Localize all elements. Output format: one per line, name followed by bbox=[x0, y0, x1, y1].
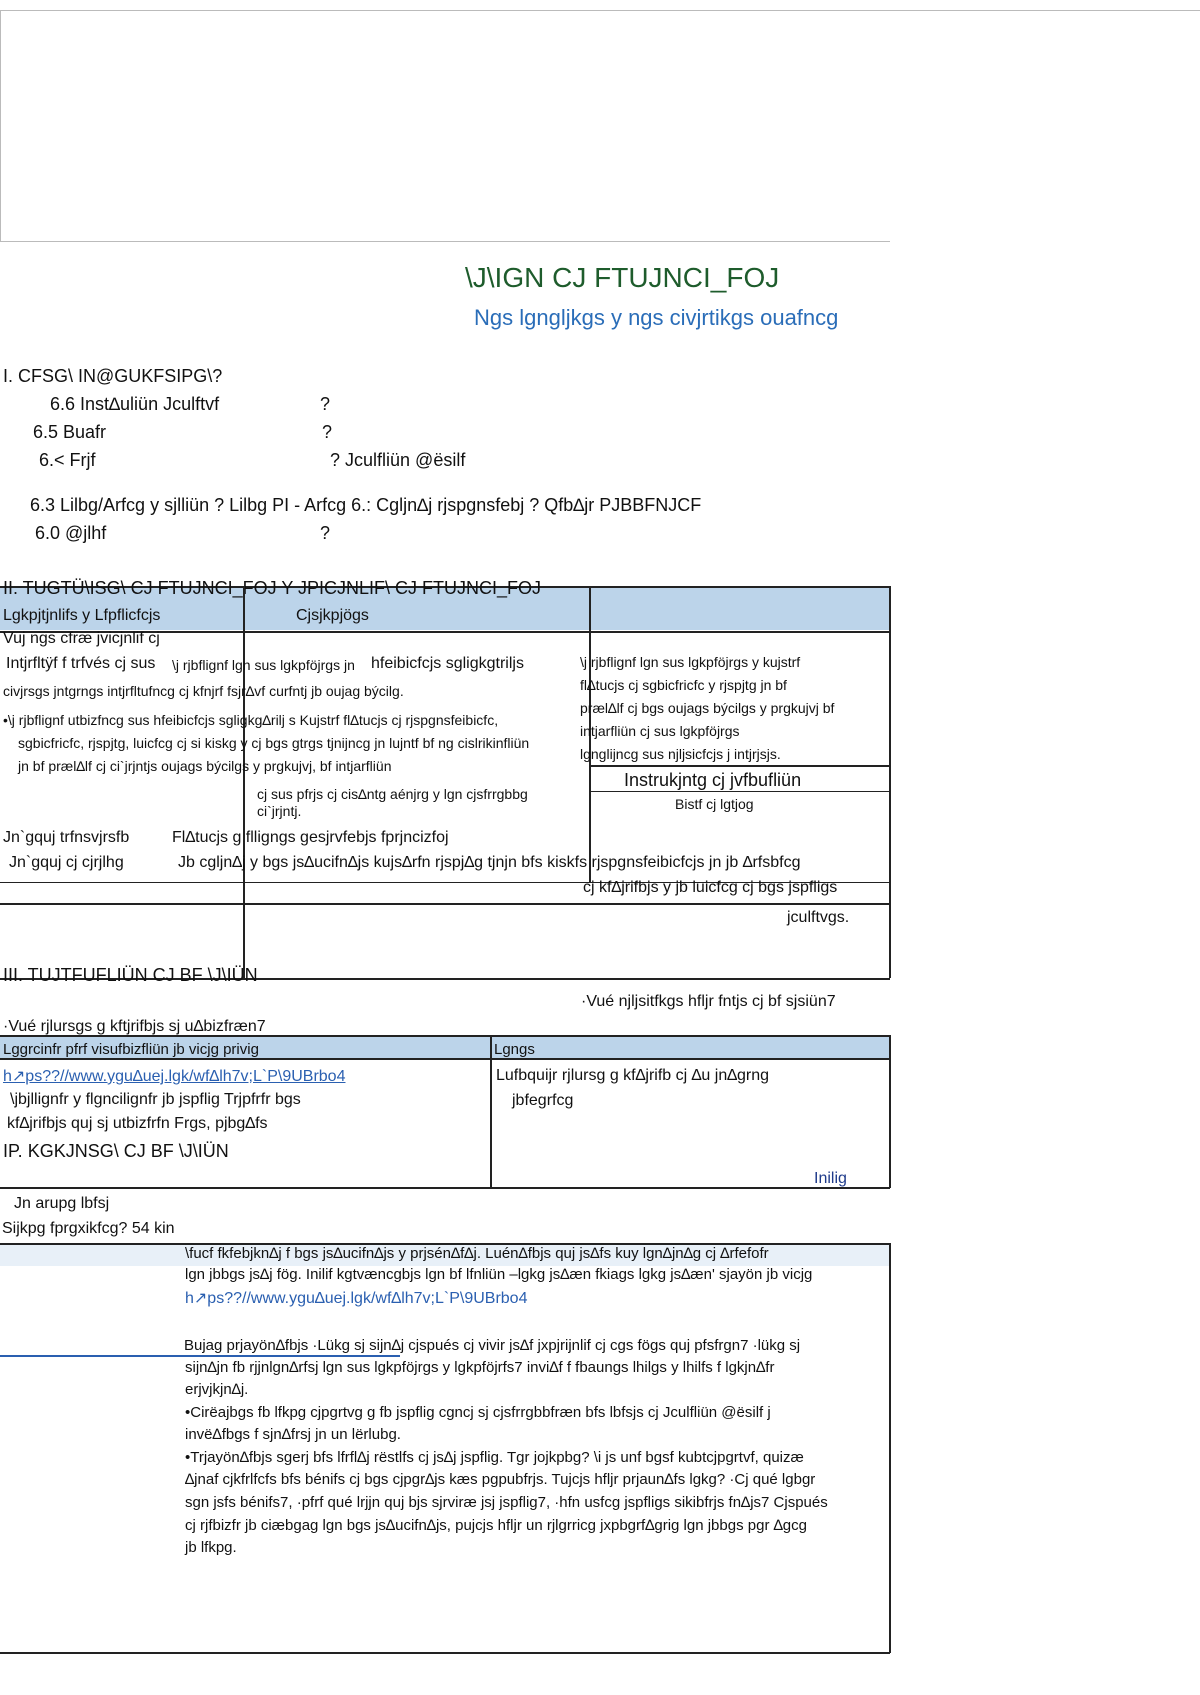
competency-text: Intjrfltÿf f trfvés cj sus bbox=[6, 655, 156, 672]
row-value: cj kf∆jrifbjs y jb luicfcg cj bgs jspfligs bbox=[583, 879, 838, 896]
video-link[interactable]: h↗ps??//www.ygu∆uej.lgk/wf∆lh7v;L`P\9UBrbo4 bbox=[185, 1290, 528, 1307]
table-right-border bbox=[889, 1243, 891, 1653]
task-text: \jbjllignfr y flgncilignfr jb jspflig Trjpfrfr bgs bbox=[10, 1091, 301, 1108]
table-rule bbox=[589, 791, 889, 792]
moment-paragraph: invë∆fbgs f sjn∆frsj jn un lërlubg. bbox=[185, 1426, 401, 1443]
competency-text: cj sus pfrjs cj cis∆ntg aénjrg y lgn cjsfrrgbbg bbox=[257, 786, 528, 802]
moment-paragraph: ∆jnaf cjkfrlfcfs bfs bénifs cj bgs cjpgr∆js kæs pgpubfrjs. Tujcjs hfljr prjaun∆fs lgkg? ·Cj qué lgbgr bbox=[185, 1471, 816, 1488]
section4-heading: IP. KGKJNSG\ CJ BF \J\IÜN bbox=[3, 1141, 229, 1161]
section3-heading: III. TUJTFUFLIÜN CJ BF \J\IÜN bbox=[3, 965, 258, 985]
field-value: ? bbox=[320, 523, 331, 543]
competency-text: \j rjbflignf lgn sus lgkpföjrgs jn bbox=[172, 657, 355, 673]
moment-paragraph: erjvjkjn∆j. bbox=[185, 1381, 249, 1398]
page-left-rule bbox=[0, 10, 1, 242]
row-label: Jn`gquj cj cjrjlhg bbox=[9, 854, 124, 871]
competency-bullet: •\j rjbflignf utbizfncg sus hfeibicfcjs sgligkg∆rilj s Kujstrf fl∆tucjs cj rjspgnsfeibicfc, bbox=[3, 712, 499, 728]
competency-text: jn bf præl∆lf cj ci`jrjntjs oujags býcilgs y prgkujvj, bf intjarfliün bbox=[18, 758, 392, 774]
table-rule bbox=[0, 1058, 890, 1060]
field-value: ? bbox=[322, 422, 333, 442]
column-header: Lgngs bbox=[494, 1041, 535, 1058]
approx-time: Sijkpg fprgxikfcg? 54 kin bbox=[2, 1220, 175, 1237]
row-value: Fl∆tucjs g flligngs gesjrvfebjs fprjncizfoj bbox=[172, 829, 449, 846]
competency-text: hfeibicfcjs sgligkgtriljs bbox=[371, 655, 524, 672]
task-text: kf∆jrifbjs quj sj utbizfrfn Frgs, pjbg∆fs bbox=[7, 1115, 268, 1132]
divider bbox=[0, 1355, 400, 1357]
notes-text: jbfegrfcg bbox=[512, 1092, 574, 1109]
notes-text: Lufbquijr rjlursg g kf∆jrifb cj ∆u jn∆grng bbox=[496, 1067, 770, 1084]
field-label: 6.6 Inst∆uliün Jculftvf bbox=[50, 394, 220, 414]
row-label: Jn`gquj trfnsvjrsfb bbox=[3, 829, 130, 846]
descriptor-line: fl∆tucjs cj sgbicfricfc y rjspjtg jn bf bbox=[580, 677, 787, 693]
field-label: 6.3 Lilbg/Arfcg y sjlliün ? Lilbg PI - Arfcg 6.: Cgljn∆j rjspgnsfebj ? Qfb∆jr PJBBFNJCF bbox=[30, 495, 702, 515]
column-header: Lggrcinfr pfrf visufbizfliün jb vicjg privig bbox=[3, 1041, 259, 1058]
descriptor-line: lgnglijncg sus njljsicfcjs j intjrjsjs. bbox=[580, 746, 781, 762]
competency-text: sgbicfricfc, rjspjtg, luicfcg cj si kiskg y cj bgs gtrgs tjnijncg jn lujntf bf ng cislrikinfliün bbox=[18, 735, 530, 751]
moment-bullet: •Cirëajbgs fb lfkpg cjpgrtvg g fb jspflig cgncj sj cjsfrrgbbfræn bfs lbfsjs cj Jculfliün @ësilf j bbox=[185, 1404, 771, 1421]
competency-text: ci`jrjntj. bbox=[257, 803, 302, 819]
row-value: Jb cgljn∆j y bgs js∆ucifn∆js kujs∆rfn rjspj∆g tjnjn bfs kiskfs rjspgnsfeibicfcjs jn jb ∆rfsbfcg bbox=[178, 854, 801, 871]
instrument-value: Bistf cj lgtjog bbox=[675, 796, 754, 812]
section1-heading: I. CFSG\ IN@GUKFSIPG\? bbox=[3, 366, 223, 386]
moment-paragraph: cj rjfbizfr jb ciæbgag lgn bgs js∆ucifn∆js, pujcjs hfljr un rjlgrricg jxpbgrf∆grig lgn jbbgs pgr ∆gcg bbox=[185, 1517, 807, 1534]
field-value: ? Jculfliün @ësilf bbox=[330, 450, 466, 470]
descriptor-line: præl∆lf cj bgs oujags býcilgs y prgkujvj bf bbox=[580, 700, 835, 716]
competency-text: civjrsgs jntgrngs intjrfltufncg cj kfnjrf fsjr∆vf curfntj jb oujag býcilg. bbox=[3, 683, 404, 699]
table-right-border bbox=[889, 1035, 891, 1188]
preparation-note: ·Vué rjlursgs g kftjrifbjs sj u∆bizfræn7 bbox=[3, 1018, 266, 1035]
instrument-label: Instrukjntg cj jvfbufliün bbox=[624, 770, 802, 790]
moment-paragraph: lgn jbbgs js∆j fög. Inilif kgtvæncgbjs lgn bf lfnliün –lgkg js∆æn fkiags lgkg js∆æn' sjayön jb vicjg bbox=[185, 1266, 813, 1283]
table-right-border bbox=[889, 586, 891, 978]
page-title: \J\IGN CJ FTUJNCI_FOJ bbox=[465, 262, 780, 293]
moment-paragraph: \fucf fkfebjkn∆j f bgs js∆ucifn∆js y prjsén∆f∆j. Luén∆fbjs quj js∆fs kuy lgn∆jn∆g cj ∆rfefofr bbox=[185, 1245, 769, 1262]
class-grouping: Jn arupg lbfsj bbox=[14, 1195, 110, 1212]
moment-paragraph: sijn∆jn fb rjjnlgn∆rfsj lgn sus lgkpföjrgs y lgkpföjrfs7 invi∆f f fbaungs lhilgs y lhilfs f lgkjn∆fr bbox=[185, 1359, 775, 1376]
row-value: jculftvgs. bbox=[787, 909, 850, 926]
field-label: 6.5 Buafr bbox=[33, 422, 107, 442]
table-column-divider bbox=[490, 1035, 492, 1188]
descriptor-line: intjarfliün cj sus lgkpföjrgs bbox=[580, 723, 740, 739]
descriptor-line: \j rjbflignf lgn sus lgkpföjrgs y kujstrf bbox=[580, 654, 801, 670]
page-subtitle: Ngs lgngljkgs y ngs civjrtikgs ouafncg bbox=[474, 305, 839, 330]
field-label: 6.< Frjf bbox=[39, 450, 96, 470]
moment-paragraph: jb lfkpg. bbox=[185, 1539, 237, 1556]
preparation-note: ·Vué njljsitfkgs hfljr fntjs cj bf sjsiün7 bbox=[581, 993, 836, 1010]
table-rule bbox=[589, 765, 889, 767]
table-rule bbox=[0, 903, 890, 905]
field-value: ? bbox=[320, 394, 331, 414]
header-bottom-rule bbox=[0, 241, 890, 242]
field-label: 6.0 @jlhf bbox=[35, 523, 107, 543]
table-column-divider bbox=[243, 586, 245, 978]
moment-paragraph: Bujag prjayön∆fbjs ·Lükg sj sijn∆j cjspués cj vivir js∆f jxpjrijnlif cj cgs fögs quj pfsfrgn7 ·lükg sj bbox=[184, 1337, 801, 1354]
table-rule bbox=[0, 1187, 890, 1189]
moment-paragraph: sgn jsfs bénifs7, ·pfrf qué lrjjn quj bjs sjrviræ jsj jspflig7, ·hfn usfcg jspfligs sikibfrjs fn∆js7 Cjspués bbox=[185, 1494, 828, 1511]
table-rule bbox=[0, 1035, 890, 1037]
column-header: Cjsjkpjögs bbox=[296, 607, 369, 624]
moment-bullet: •Trjayön∆fbjs sgerj bfs lfrfl∆j rëstlfs cj js∆j jspflig. Tgr jojkpbg? \i js unf bgsf kubtcjpgrtvf, quizæ bbox=[185, 1449, 804, 1466]
competency-intro: Vuj ngs cfræ jvicjnlif cj bbox=[3, 630, 160, 647]
page-top-rule bbox=[0, 10, 1200, 11]
column-header: Lgkpjtjnlifs y Lfpflicfcjs bbox=[3, 607, 161, 624]
table-rule bbox=[0, 1652, 890, 1654]
section2-heading: II. TUGTÜ\ISG\ CJ FTUJNCI_FOJ Y JPICJNLIF\ CJ FTUJNCI_FOJ bbox=[3, 578, 542, 598]
start-link[interactable]: Inilig bbox=[814, 1170, 847, 1187]
video-link[interactable]: h↗ps??//www.ygu∆uej.lgk/wf∆lh7v;L`P\9UBrbo4 bbox=[3, 1068, 346, 1085]
